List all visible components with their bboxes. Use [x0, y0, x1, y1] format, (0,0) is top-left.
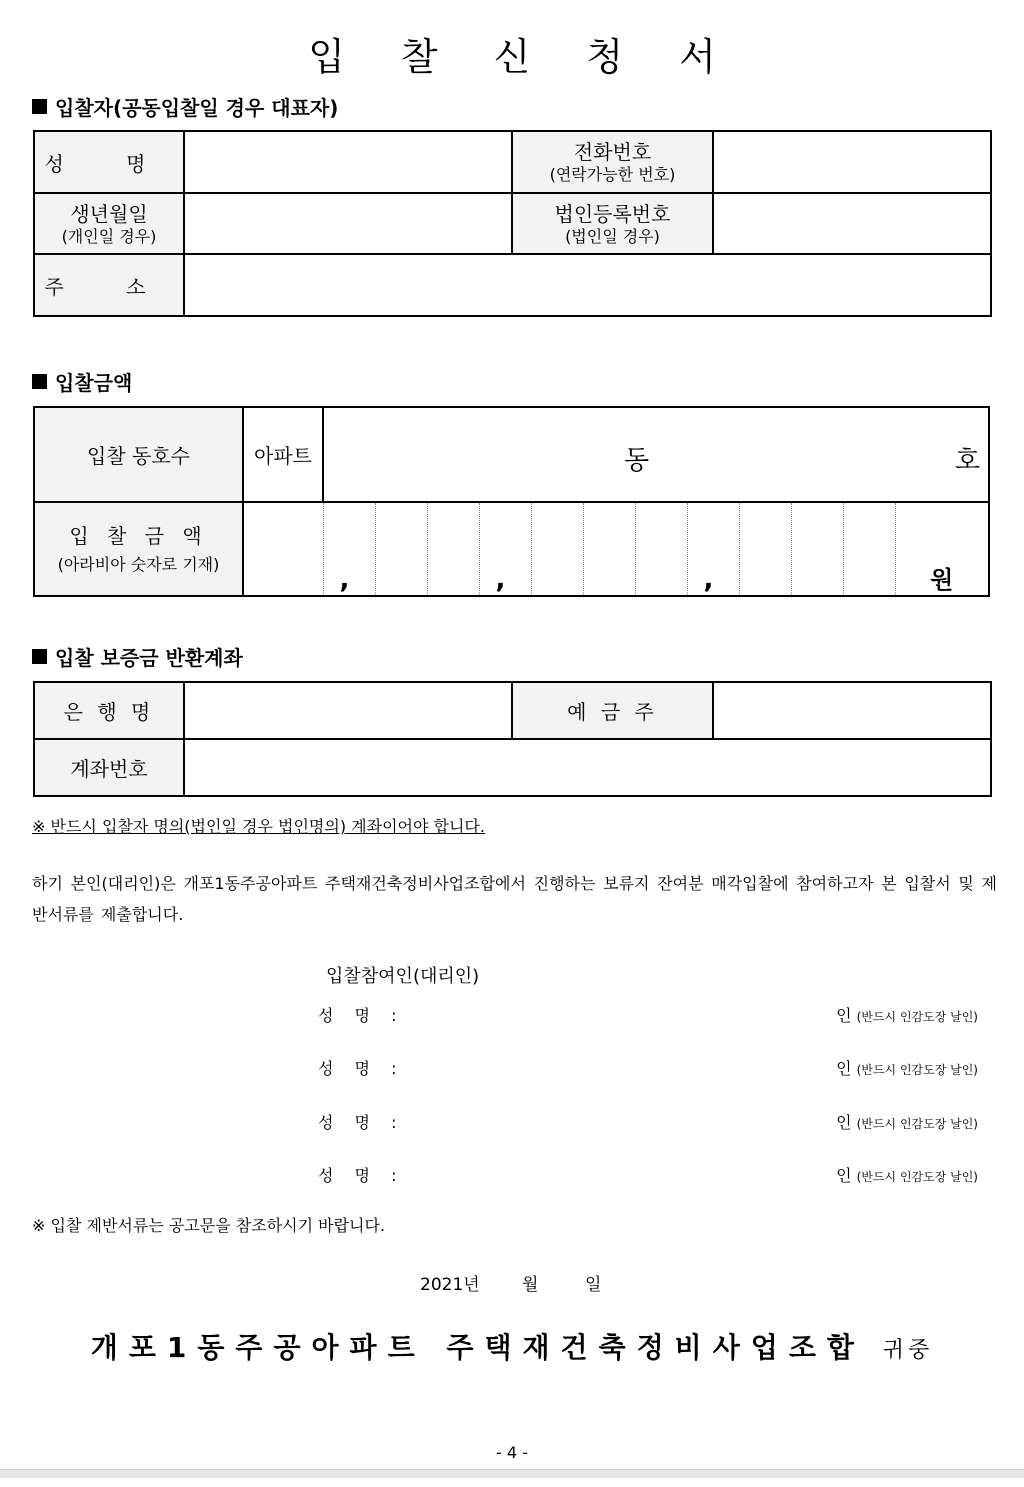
section-bidder-heading: 입찰자(공동입찰일 경우 대표자) — [32, 92, 338, 121]
signer-name-label: 성 명 : — [318, 1059, 405, 1078]
address-label: 주 소 — [34, 254, 184, 316]
org-suffix: 귀중 — [882, 1338, 934, 1363]
signer-name-label: 성 명 : — [318, 1113, 405, 1132]
name-field[interactable] — [184, 131, 512, 193]
date-day: 일 — [585, 1275, 602, 1295]
account-table — [33, 681, 992, 797]
date-month: 월 — [522, 1275, 539, 1295]
apt-label: 아파트 — [243, 407, 323, 502]
account-note: ※ 반드시 입찰자 명의(법인일 경우 법인명의) 계좌이어야 합니다. — [32, 817, 485, 836]
corp-number-label: 법인등록번호 (법인일 경우) — [512, 193, 713, 254]
digit-cell[interactable] — [531, 502, 583, 596]
won-label: 원 — [895, 502, 989, 596]
bidder-table — [33, 130, 992, 317]
digit-cell[interactable] — [791, 502, 843, 596]
section-amount-heading: 입찰금액 — [32, 367, 132, 396]
organization-name: 개포1동주공아파트 주택재건축정비사업조합 귀중 — [90, 1331, 934, 1364]
digit-cell[interactable] — [687, 502, 739, 596]
holder-field[interactable] — [713, 682, 991, 739]
seal-mark: 인 (반드시 인감도장 날인) — [836, 1113, 978, 1132]
signer-name-label: 성 명 : — [318, 1006, 405, 1025]
title-char: 입 — [308, 35, 345, 79]
signer-row — [318, 1056, 978, 1080]
address-field[interactable] — [184, 254, 991, 316]
ho-label: 호 — [954, 446, 980, 476]
signer-row — [318, 1110, 978, 1134]
title-char: 신 — [493, 35, 531, 79]
digit-cell[interactable] — [479, 502, 531, 596]
holder-label: 예 금 주 — [512, 682, 713, 739]
square-bullet-icon — [32, 649, 47, 664]
square-bullet-icon — [32, 99, 47, 114]
amount-label: 입 찰 금 액 (아라비아 숫자로 기재) — [34, 502, 243, 596]
name-label: 성 명 — [34, 131, 184, 193]
account-number-label: 계좌번호 — [34, 739, 184, 796]
signer-title: 입찰참여인(대리인) — [326, 966, 480, 987]
digit-cell[interactable] — [243, 502, 323, 596]
title-char: 서 — [679, 35, 716, 79]
title-char: 찰 — [400, 35, 438, 79]
digit-cell[interactable] — [375, 502, 427, 596]
document-title — [0, 26, 1024, 81]
statement-paragraph: 하기 본인(대리인)은 개포1동주공아파트 주택재건축정비사업조합에서 진행하는 보류지 잔여분 매각입찰에 참여하고자 본 입찰서 및 제반서류를 제출합니다. — [32, 874, 997, 924]
signer-name-label: 성 명 : — [318, 1166, 405, 1185]
birth-label: 생년월일 (개인일 경우) — [34, 193, 184, 254]
digit-cell[interactable] — [739, 502, 791, 596]
phone-field[interactable] — [713, 131, 991, 193]
seal-mark: 인 (반드시 인감도장 날인) — [836, 1059, 978, 1078]
unit-label: 입찰 동호수 — [34, 407, 243, 502]
digit-cell[interactable] — [583, 502, 635, 596]
page-number: - 4 - — [496, 1443, 528, 1462]
birth-field[interactable] — [184, 193, 512, 254]
bank-field[interactable] — [184, 682, 512, 739]
comma-separator: , — [703, 565, 714, 595]
digit-cell[interactable] — [843, 502, 895, 596]
comma-separator: , — [339, 565, 350, 595]
title-char: 청 — [586, 35, 624, 79]
documents-note: ※ 입찰 제반서류는 공고문을 참조하시기 바랍니다. — [32, 1216, 386, 1235]
signer-row — [318, 1163, 978, 1187]
square-bullet-icon — [32, 374, 47, 389]
bank-label: 은 행 명 — [34, 682, 184, 739]
section-account-heading: 입찰 보증금 반환계좌 — [32, 642, 243, 671]
amount-table — [33, 406, 990, 597]
seal-mark: 인 (반드시 인감도장 날인) — [836, 1166, 978, 1185]
comma-separator: , — [495, 565, 506, 595]
corp-number-field[interactable] — [713, 193, 991, 254]
dong-label: 동 — [624, 446, 650, 476]
seal-mark: 인 (반드시 인감도장 날인) — [836, 1006, 978, 1025]
phone-label: 전화번호 (연락가능한 번호) — [512, 131, 713, 193]
page-divider — [0, 1469, 1024, 1478]
digit-cell[interactable] — [635, 502, 687, 596]
digit-cell[interactable] — [323, 502, 375, 596]
signer-row — [318, 1003, 978, 1027]
date-year: 2021년 — [420, 1275, 480, 1295]
digit-cell[interactable] — [427, 502, 479, 596]
account-number-field[interactable] — [184, 739, 991, 796]
unit-field[interactable] — [323, 407, 989, 502]
